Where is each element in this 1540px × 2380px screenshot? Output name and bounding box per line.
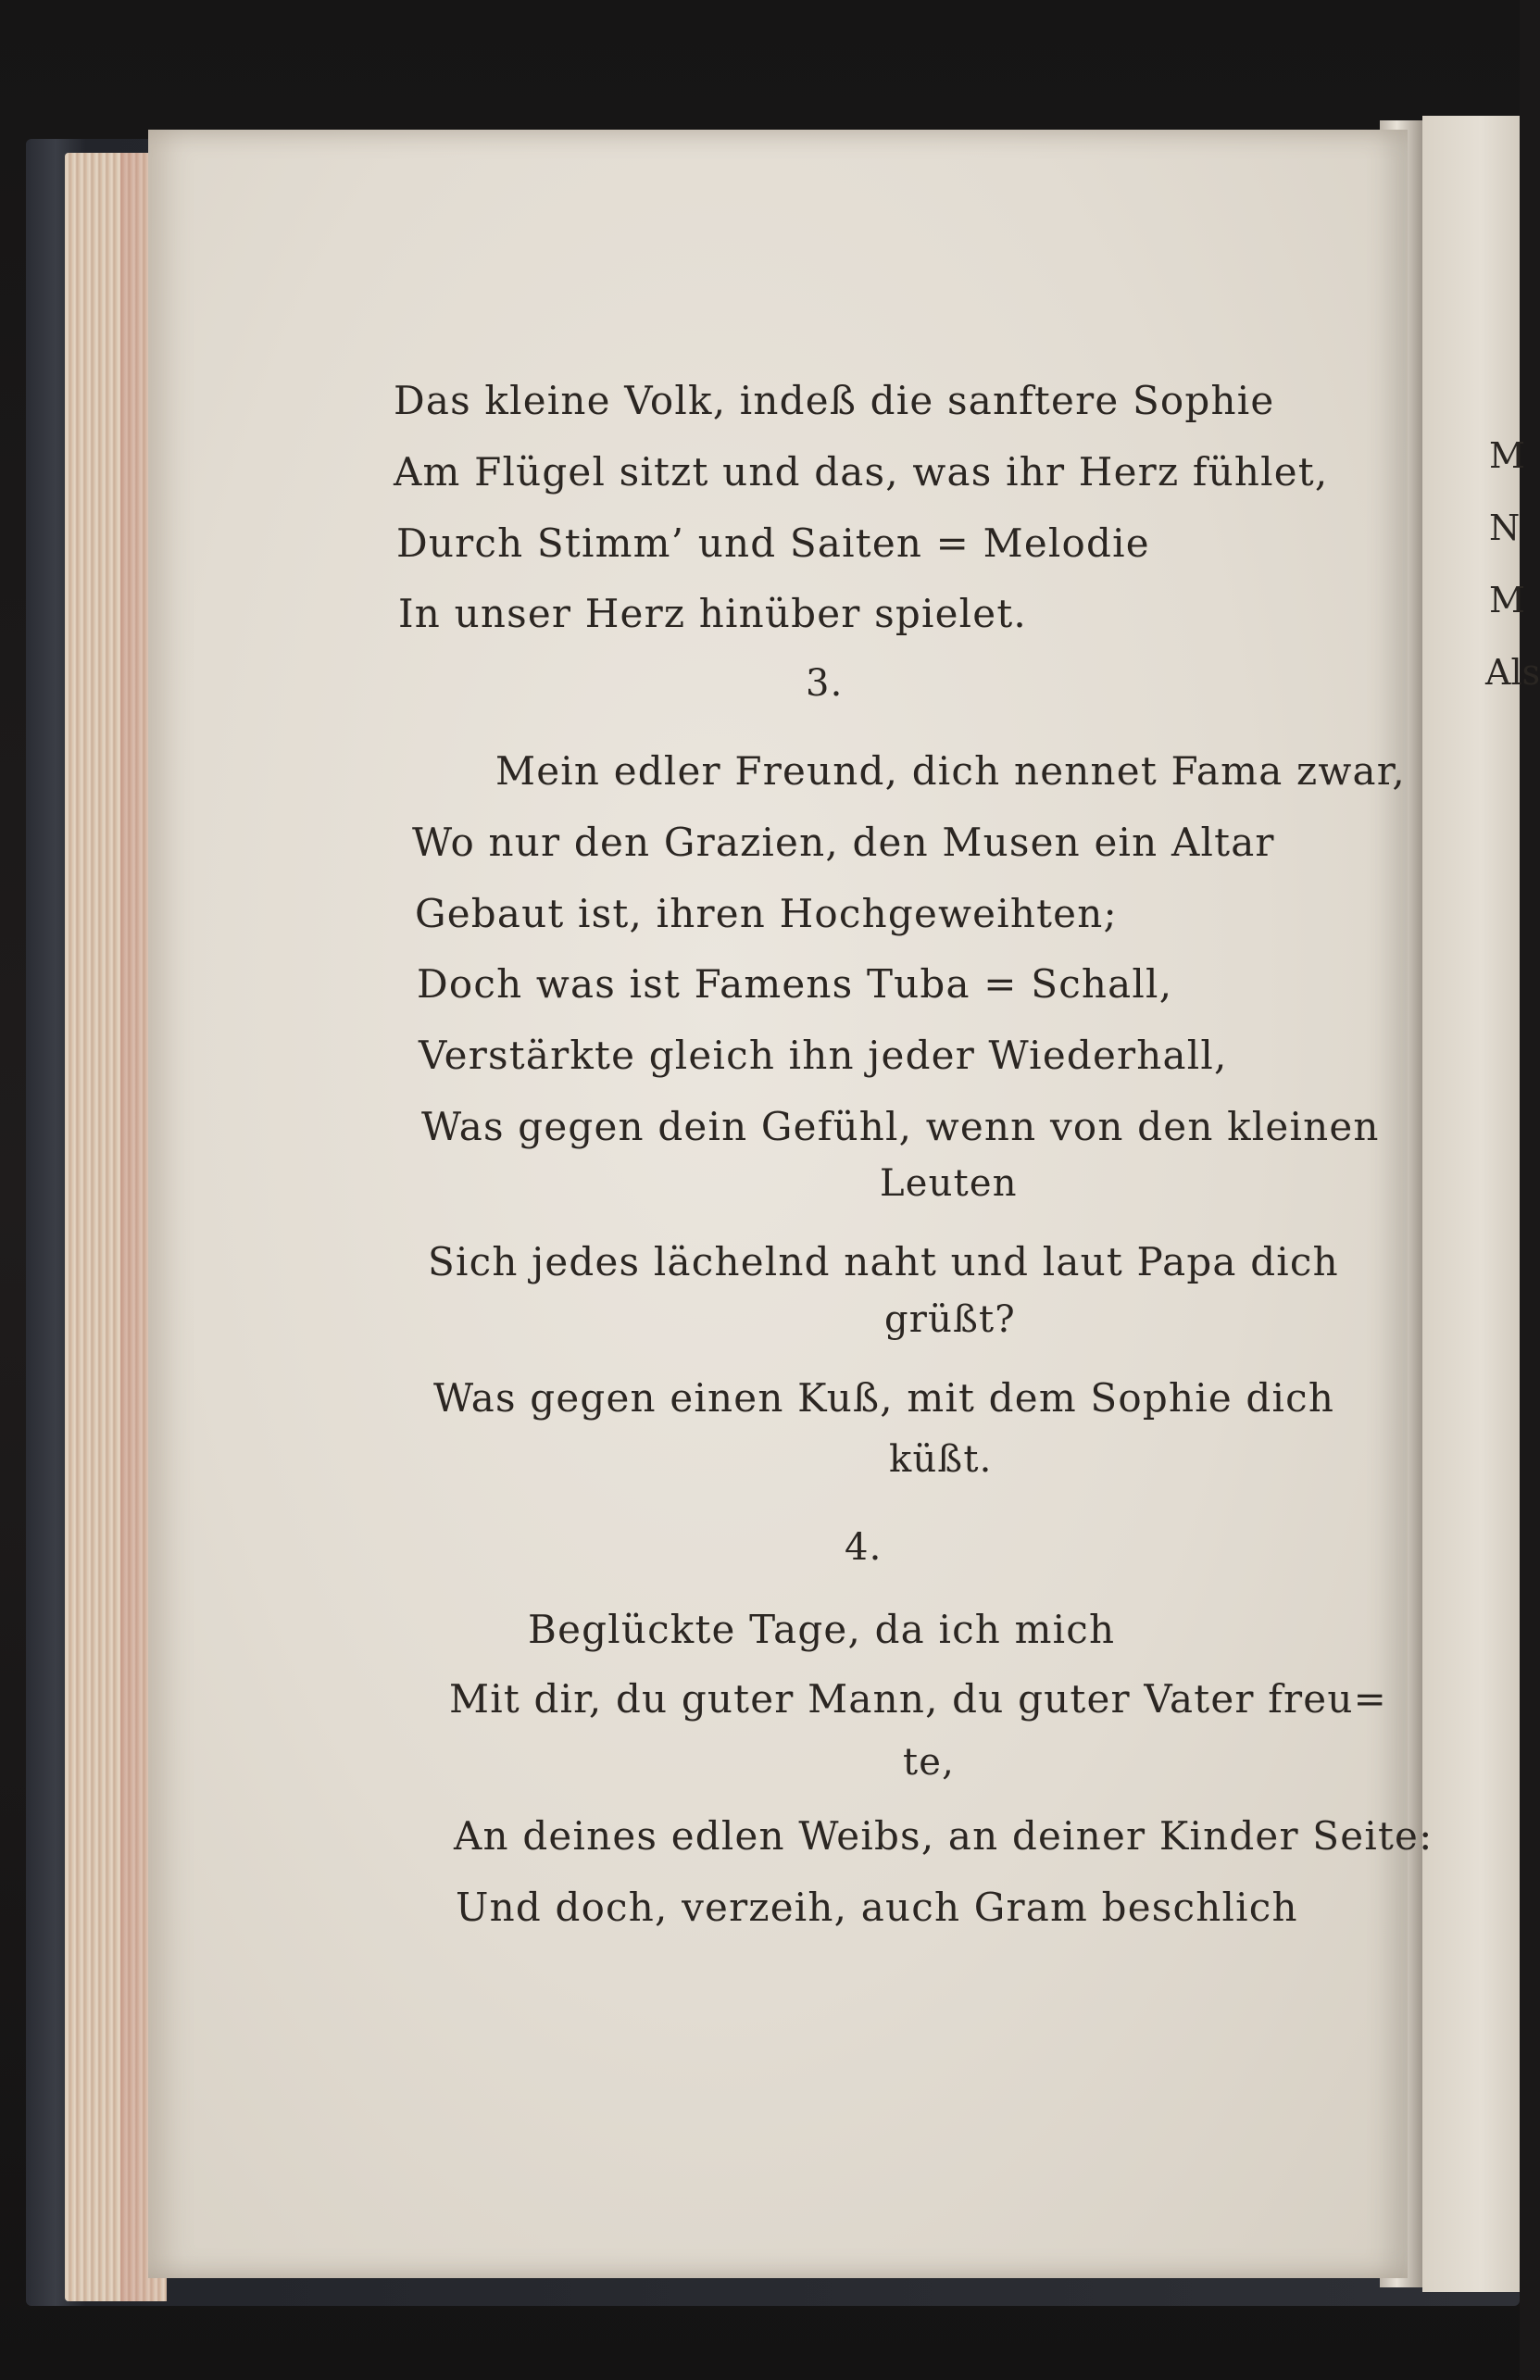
- poem-line: Verstärkte gleich ihn jeder Wiederhall,: [419, 1033, 1228, 1078]
- poem-line: Durch Stimm’ und Saiten = Melodie: [396, 520, 1150, 566]
- poem-line: An deines edlen Weibs, an deiner Kinder Seite:: [454, 1813, 1434, 1859]
- poem-line: Mit dir, du guter Mann, du guter Vater freu=: [449, 1676, 1387, 1722]
- poem-line: Mein edler Freund, dich nennet Fama zwar,: [495, 748, 1406, 794]
- poem-line-continuation: Leuten: [880, 1162, 1018, 1205]
- poem-line-continuation: te,: [903, 1741, 956, 1784]
- poem-line: Am Flügel sitzt und das, was ihr Herz fühlet,: [394, 449, 1329, 495]
- poem-line-continuation: küßt.: [889, 1438, 993, 1481]
- stanza-number: 3.: [806, 662, 844, 705]
- poem-line: Das kleine Volk, indeß die sanftere Sophie: [394, 378, 1275, 423]
- facing-page-fragment: N: [1489, 507, 1521, 548]
- poem-line: Doch was ist Famens Tuba = Schall,: [417, 961, 1173, 1007]
- poem-line: Und doch, verzeih, auch Gram beschlich: [456, 1885, 1298, 1930]
- poem-line-continuation: grüßt?: [884, 1298, 1016, 1341]
- facing-page-fragment: M: [1489, 435, 1525, 476]
- poem-line: In unser Herz hinüber spielet.: [398, 591, 1027, 636]
- poem-line: Sich jedes lächelnd naht und laut Papa dich: [428, 1239, 1339, 1284]
- stanza-number: 4.: [845, 1526, 883, 1569]
- poem-line: Beglückte Tage, da ich mich: [528, 1607, 1116, 1652]
- facing-page-fragment: M: [1489, 580, 1525, 620]
- poem-line: Wo nur den Grazien, den Musen ein Altar: [412, 820, 1275, 865]
- poem-line: Gebaut ist, ihren Hochgeweihten;: [415, 891, 1118, 936]
- poem-line: Was gegen einen Kuß, mit dem Sophie dich: [433, 1375, 1335, 1421]
- poem-line: Was gegen dein Gefühl, wenn von den kleinen: [421, 1104, 1380, 1149]
- facing-page-fragment: Als: [1485, 652, 1540, 693]
